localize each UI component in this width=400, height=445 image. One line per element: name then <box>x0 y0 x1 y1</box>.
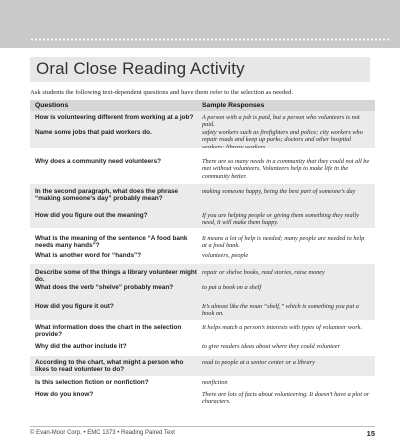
question-text: In the second paragraph, what does the phrase “making someone’s day” probably mean? <box>35 188 179 203</box>
table-header <box>30 100 375 111</box>
response-text: safety workers such as firefighters and police; city workers who repair roads and keep up parks; doctors and other hospital <box>202 129 363 144</box>
question-group <box>30 320 375 356</box>
response-text: repair or shelve books, read stories, raise money <box>202 269 325 276</box>
question-text: How did you figure out the meaning? <box>35 212 148 219</box>
question-text: What information does the chart in the selection provide? <box>35 324 182 339</box>
question-group <box>30 264 375 320</box>
page-number: 15 <box>366 429 375 438</box>
intro-text: Ask students the following text-dependent questions and have them refer to the selection as needed. <box>30 89 294 96</box>
response-text: It means a lot of help is needed; many people are needed to help at a food bank. <box>202 235 365 250</box>
footer-divider <box>30 426 375 427</box>
question-text: What is another word for “hands”? <box>35 252 142 259</box>
title-bar <box>30 57 370 82</box>
response-text: making someone happy, being the best part of someone’s day <box>202 188 356 195</box>
page-title: Oral Close Reading Activity <box>36 59 245 78</box>
response-text: It helps match a person’s interests with types of volunteer work. <box>202 324 363 331</box>
question-text: What does the verb “shelve” probably mean? <box>35 284 174 291</box>
response-text: nonfiction <box>202 379 228 386</box>
question-text: How is volunteering different from working at a job? <box>35 114 194 121</box>
question-group <box>30 231 375 264</box>
question-group <box>30 111 375 148</box>
question-text: Is this selection fiction or nonfiction? <box>35 379 149 386</box>
response-text: It’s almost like the noun “shelf,” which is something you put a book on. <box>202 303 359 318</box>
question-group <box>30 184 375 228</box>
column-header-questions: Questions <box>35 101 69 109</box>
question-text: How did you figure it out? <box>35 303 114 310</box>
footer-copyright: © Evan-Moor Corp. • EMC 1373 • Reading Paired Text <box>30 430 175 436</box>
dotted-rule <box>30 38 390 41</box>
question-text: Why does a community need volunteers? <box>35 158 162 165</box>
question-text: How do you know? <box>35 391 94 398</box>
response-text: There are so many needs in a community that they could not all be met without volunteers. Volunteers help to make life in the community better. <box>202 158 370 180</box>
question-text: What is the meaning of the sentence “A food bank needs many hands”? <box>35 235 188 250</box>
question-text: Describe some of the things a library volunteer might do. <box>35 269 197 284</box>
response-text: If you are helping people or giving them something they really need, it will make them happy. <box>202 212 359 227</box>
response-text: A person with a job is paid, but a person who volunteers is not paid. <box>202 114 360 129</box>
response-text: to give readers ideas about where they could volunteer <box>202 343 341 350</box>
question-text: Name some jobs that paid workers do. <box>35 129 152 136</box>
question-group <box>30 379 375 423</box>
column-header-responses: Sample Responses <box>202 101 265 109</box>
response-text: read to people at a senior center or a library <box>202 359 315 366</box>
question-group <box>30 148 375 180</box>
response-text: to put a book on a shelf <box>202 284 262 291</box>
response-text: volunteers, people <box>202 252 249 259</box>
header-band <box>0 0 400 48</box>
response-text: There are lots of facts about volunteering. It doesn’t have a plot or characters. <box>202 391 370 406</box>
question-text: Why did the author include it? <box>35 343 127 350</box>
question-group <box>30 356 375 376</box>
question-text: According to the chart, what might a person who likes to read volunteer to do? <box>35 359 184 374</box>
